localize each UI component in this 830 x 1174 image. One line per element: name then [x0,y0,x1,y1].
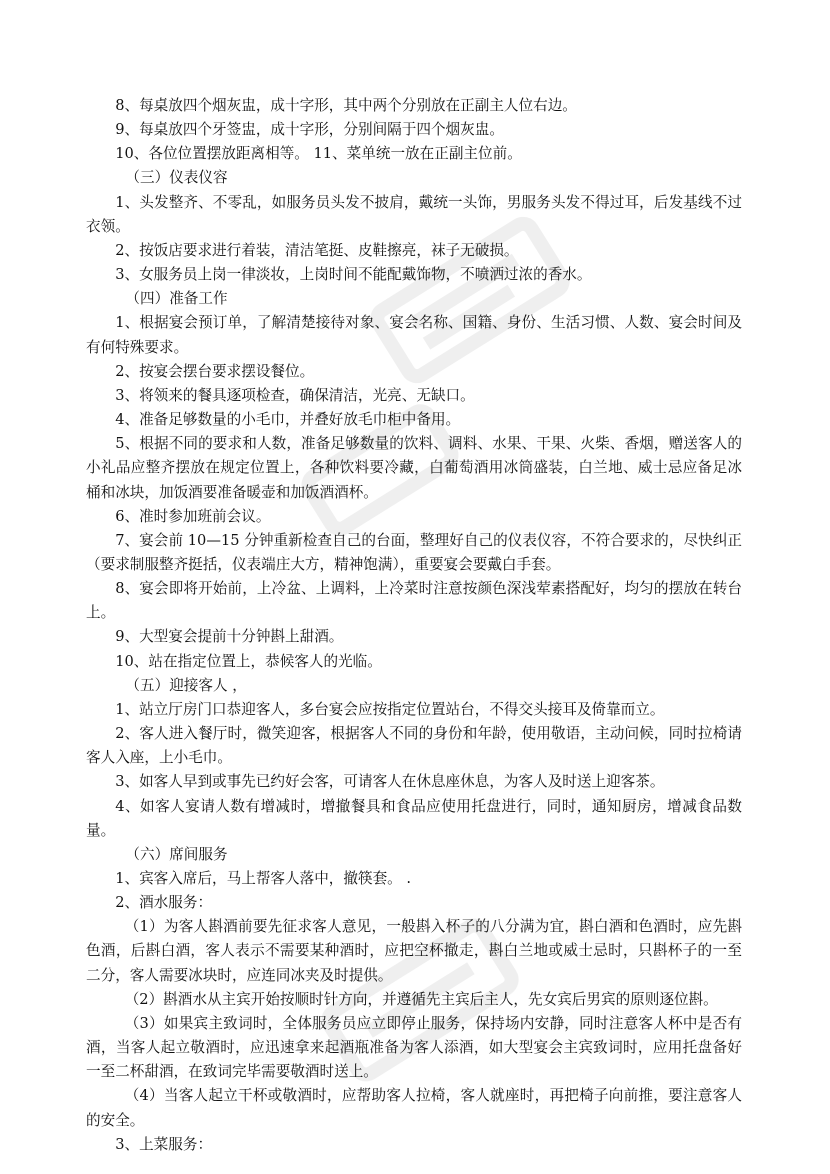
document-body [86,94,742,1157]
paragraph-14: 6、准时参加班前会议。 [115,507,271,525]
paragraph-29: （3）如果宾主致词时，全体服务员应立即停止服务，保持场内安静，同时注意客人杯中是否有酒，当客人起立敬酒时，应迅速拿来起酒瓶准备为客人添酒，如大型宴会主宾致词时，应用托盘备好一至二杯甜酒，在致词完毕需要敬酒时送上。 [86,1014,742,1081]
paragraph-15: 7、宴会前 10—15 分钟重新检查自己的台面，整理好自己的仪表仪容，不符合要求的，尽快纠正（要求制服整齐挺括，仪表端庄大方，精神饱满），重要宴会要戴白手套。 [86,531,742,573]
paragraph-11: 3、将领来的餐具逐项检查，确保清洁，光亮、无缺口。 [115,386,475,404]
paragraph-16: 8、宴会即将开始前，上冷盆、上调料，上冷菜时注意按颜色深浅荤素搭配好，均匀的摆放在转台上。 [86,580,742,622]
section-heading-table-service: （六）席间服务 [125,845,228,863]
paragraph-7: 3、女服务员上岗一律淡妆，上岗时间不能配戴饰物，不喷洒过浓的香水。 [115,266,592,284]
paragraph-18: 10、站在指定位置上，恭候客人的光临。 [115,652,382,670]
section-heading-preparation: （四）准备工作 [125,290,228,308]
paragraph-5: 1、头发整齐、不零乱，如服务员头发不披肩，戴统一头饰，男服务头发不得过耳，后发基线不过衣领。 [86,193,742,235]
paragraph-10: 2、按宴会摆台要求摆设餐位。 [115,362,315,380]
paragraph-2: 9、每桌放四个牙签盅，成十字形，分别间隔于四个烟灰盅。 [115,121,504,139]
paragraph-22: 3、如客人早到或事先已约好会客，可请客人在休息座休息，为客人及时送上迎客茶。 [115,773,665,791]
paragraph-30: （4）当客人起立干杯或敬酒时，应帮助客人拉椅，客人就座时，再把椅子向前推，要注意客人的安全。 [86,1087,742,1129]
paragraph-23: 4、如客人宴请人数有增减时，增撤餐具和食品应使用托盘进行，同时，通知厨房，增减食品数量。 [86,797,742,839]
paragraph-25: 1、宾客入席后，马上帮客人落中，撤筷套。 . [115,870,412,887]
paragraph-28: （2）斟酒水从主宾开始按顺时针方向，并遵循先主宾后主人，先女宾后男宾的原则逐位斟。 [124,990,718,1008]
section-heading-appearance: （三）仪表仪容 [125,169,228,187]
paragraph-9: 1、根据宴会预订单，了解清楚接待对象、宴会名称、国籍、身份、生活习惯、人数、宴会时间及有何特殊要求。 [86,314,742,356]
paragraph-27: （1）为客人斟酒前要先征求客人意见，一般斟入杯子的八分满为宜，斟白酒和色酒时，应先斟色酒，后斟白酒，客人表示不需要某种酒时，应把空杯撤走，斟白兰地或威士忌时，只斟杯子的一至二分，客人需要冰块时，应连同冰夹及时提供。 [86,918,742,984]
paragraph-3: 10、各位位置摆放距离相等。 11、菜单统一放在正副主位前。 [115,145,522,163]
paragraph-1: 8、每桌放四个烟灰盅，成十字形，其中两个分别放在正副主人位右边。 [115,97,577,114]
paragraph-17: 9、大型宴会提前十分钟斟上甜酒。 [115,628,344,646]
paragraph-20: 1、站立厅房门口恭迎客人，多台宴会应按指定位置站台，不得交头接耳及倚靠而立。 [115,700,665,718]
section-heading-greeting: （五）迎接客人 ， [125,676,247,694]
paragraph-21: 2、客人进入餐厅时，微笑迎客，根据客人不同的身份和年龄，使用敬语，主动问候，同时拉椅请客人入座，上小毛巾。 [86,725,742,767]
paragraph-31: 3、上菜服务： [115,1135,213,1153]
paragraph-12: 4、准备足够数量的小毛巾，并叠好放毛巾柜中备用。 [115,411,461,429]
paragraph-6: 2、按饭店要求进行着装，清洁笔挺、皮鞋擦亮，袜子无破损。 [115,241,519,259]
paragraph-13: 5、根据不同的要求和人数，准备足够数量的饮料、调料、水果、干果、火柴、香烟，赠送客人的小礼品应整齐摆放在规定位置上，各种饮料要冷藏，白葡萄酒用冰筒盛装，白兰地、威士忌应备足冰桶和冰块，加饭酒要准备暖壶和加饭酒酒杯。 [86,435,742,501]
paragraph-26: 2、酒水服务： [115,894,213,912]
